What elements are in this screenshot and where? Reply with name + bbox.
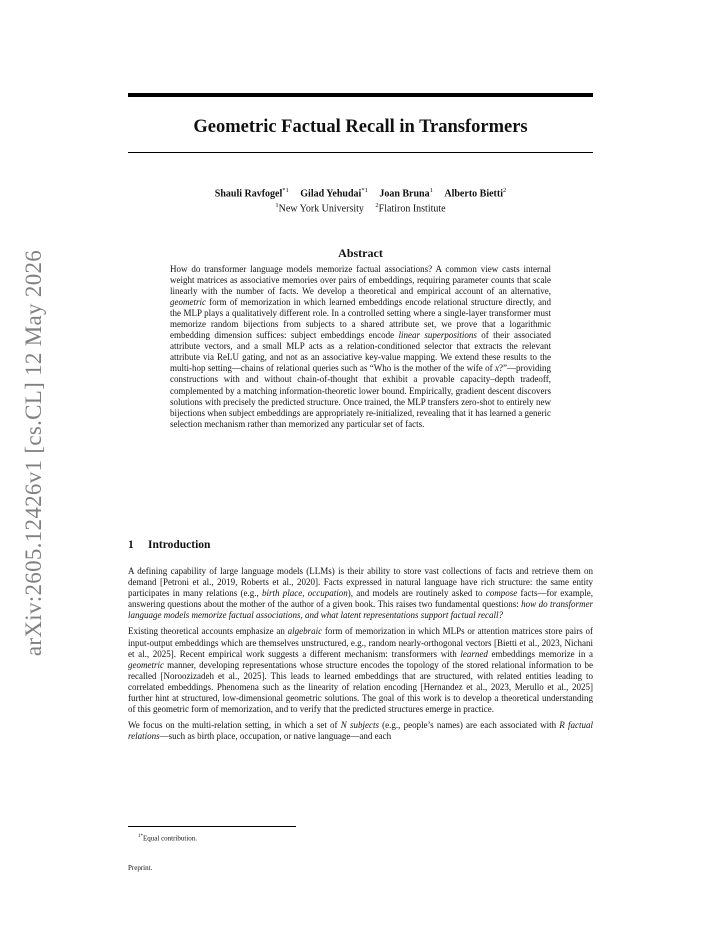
- italic-run: how do transformer language models memorize factual associations, and what latent representations support factual recall?: [128, 599, 593, 621]
- italic-run: birth place: [262, 588, 303, 599]
- affiliation-mark: 1: [275, 202, 279, 210]
- italic-run: x: [495, 363, 499, 374]
- affiliation-name: New York University: [278, 203, 364, 215]
- abstract-heading: Abstract: [338, 246, 383, 260]
- author-names: [128, 185, 593, 200]
- author-mark: *1: [282, 187, 289, 194]
- author-name: Alberto Bietti: [444, 188, 503, 200]
- author-name: Gilad Yehudai: [300, 188, 362, 200]
- affiliations: [128, 200, 593, 215]
- footer-label: Preprint.: [128, 864, 153, 872]
- section-title: Introduction: [148, 539, 211, 551]
- footnote-rule: [128, 826, 296, 827]
- title-bottom-rule: [128, 152, 593, 153]
- italic-run: linear superpositions: [398, 330, 477, 341]
- author-mark: *1: [361, 187, 368, 194]
- footnote-mark: 1*: [138, 834, 143, 839]
- italic-run: learned: [460, 648, 488, 659]
- body-paragraph: We focus on the multi-relation setting, in which a set of N subjects (e.g., people’s names) are each associated with R factual relations—such as birth place, occupation, or native language—and each: [128, 720, 593, 742]
- italic-run: algebraic: [287, 626, 323, 637]
- author-mark: 1: [429, 187, 433, 194]
- italic-run: compose: [485, 588, 518, 599]
- author-mark: 2: [502, 187, 507, 194]
- author-block: [128, 185, 593, 216]
- affiliation-mark: 2: [375, 202, 379, 210]
- italic-run: geometric: [170, 297, 206, 308]
- body-text: [128, 566, 593, 747]
- italic-run: geometric: [128, 659, 164, 670]
- author-name: Shauli Ravfogel: [214, 188, 283, 200]
- italic-run: occupation: [307, 588, 348, 599]
- footnote: [138, 832, 197, 843]
- author-name: Joan Bruna: [379, 188, 430, 200]
- section-heading: [128, 538, 210, 552]
- section-number: 1: [128, 539, 134, 551]
- affiliation-name: Flatiron Institute: [378, 203, 446, 215]
- body-paragraph: A defining capability of large language models (LLMs) is their ability to store vast collections of facts and retrieve them on demand [Petroni et al., 2019, Roberts et al., 2020]. Facts expressed in natural language have rich structure: the same entity participates in many relations (e.g., birth place, occupation), and models are routinely asked to compose facts—for example, answering questions about the mother of the author of a given book. This raises two fundamental questions: how do transformer language models memorize factual associations, and what latent representations support factual recall?: [128, 566, 594, 621]
- title-top-rule: [128, 93, 593, 97]
- arxiv-identifier-text[interactable]: arXiv:2605.12426v1 [cs.CL] 12 May 2026: [21, 249, 46, 657]
- italic-run: N subjects: [340, 720, 379, 731]
- body-paragraph: Existing theoretical accounts emphasize an algebraic form of memorization in which MLPs or attention matrices store pairs of input-output embeddings which are themselves unstructured, e.g., random nearly-orthogonal vectors [Bietti et al., 2023, Nichani et al., 2025]. Recent empirical work suggests a different mechanism: transformers with learned embeddings memorize in a geometric manner, developing representations whose structure encodes the topology of the stored relational information to be recalled [Noroozizadeh et al., 2025]. This leads to learned embeddings that are structured, with related entities leading to correlated embeddings. Phenomena such as the linearity of relation encoding [Hernandez et al., 2023, Merullo et al., 2025] further hint at structured, low-dimensional geometric solutions. The goal of this work is to develop a theoretical understanding of this geometric form of memorization, and to verify that the predicted structures emerge in practice.: [128, 626, 593, 715]
- italic-run: R factual relations: [128, 720, 593, 742]
- footnote-text: Equal contribution.: [143, 834, 198, 843]
- paper-title: Geometric Factual Recall in Transformers: [193, 117, 528, 137]
- arxiv-identifier: [20, 249, 48, 657]
- abstract-text: How do transformer language models memorize factual associations? A common view casts internal weight matrices as associative memories over pairs of embeddings, requiring parameter counts that scale linearly with the number of facts. We develop a theoretical and empirical account of an alternative, geometric form of memorization in which learned embeddings encode relational structure directly, and the MLP plays a qualitatively different role. In a controlled setting where a single-layer transformer must memorize random bijections from subjects to a shared attribute set, we prove that a logarithmic embedding dimension suffices: subject embeddings encode linear superpositions of their associated attribute vectors, and a small MLP acts as a relation-conditioned selector that extracts the relevant attribute via ReLU gating, and not as an associative key-value mapping. We extend these results to the multi-hop setting—chains of relational queries such as “Who is the mother of the wife of x?”—providing constructions with and without chain-of-thought that exhibit a provable capacity–depth tradeoff, complemented by a matching information-theoretic lower bound. Empirically, gradient descent discovers solutions with precisely the predicted structure. Once trained, the MLP transfers zero-shot to entirely new bijections when subject embeddings are appropriately re-initialized, revealing that it has learned a generic selection mechanism rather than memorized any particular set of facts.: [170, 264, 551, 429]
